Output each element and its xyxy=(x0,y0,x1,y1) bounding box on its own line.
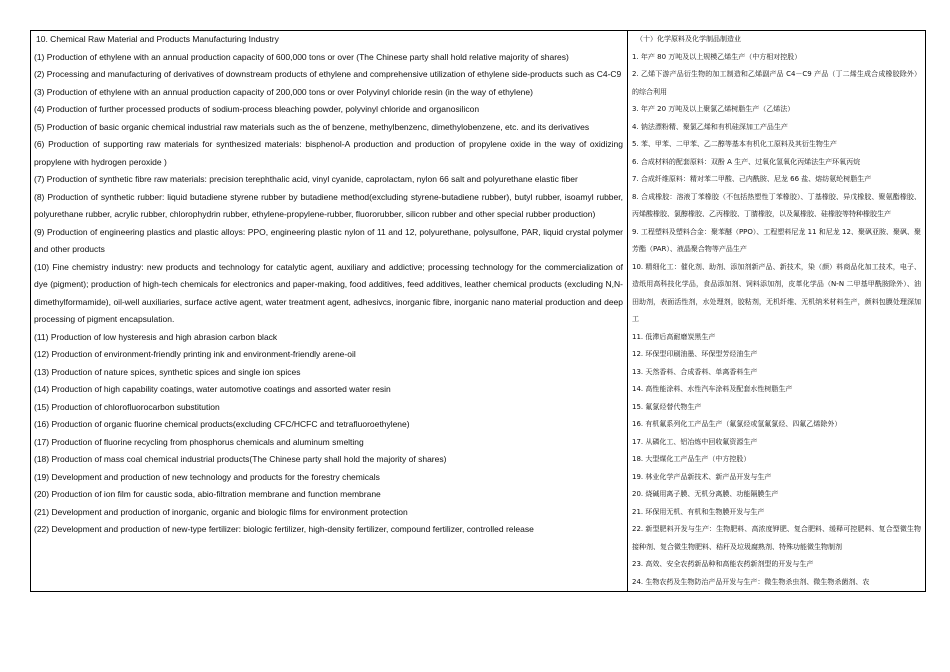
english-item: (22) Development and production of new-type fertilizer: biologic fertilizer, high-density fertilizer, compound fertilizer, controlled release xyxy=(34,524,534,534)
chinese-item: 15. 氟氯烃替代物生产 xyxy=(632,402,702,411)
chinese-item: 8. 合成橡胶：溶液丁苯橡胶（不包括热塑性丁苯橡胶）、丁基橡胶、异戊橡胶、聚氨酯橡胶、丙烯酸橡胶、氯醇橡胶、乙丙橡胶、丁腈橡胶，以及氟橡胶、硅橡胶等特种橡胶生产 xyxy=(632,192,921,218)
chinese-item: 9. 工程塑料及塑料合金：聚苯醚（PPO）、工程塑料尼龙 11 和尼龙 12、聚砜亚胺、聚砜、聚芳酯（PAR）、液晶聚合物等产品生产 xyxy=(632,227,921,253)
chinese-item: 3. 年产 20 万吨及以上聚氯乙烯树脂生产（乙烯法） xyxy=(632,105,795,113)
chinese-item: 18. 大型煤化工产品生产（中方控股） xyxy=(632,455,751,463)
english-item: (6) Production of supporting raw materials for synthesized materials: bisphenol-A production and production of propylene oxide in the way of oxidizing propylene with hydrogen peroxide ) xyxy=(34,139,623,167)
english-section-heading: 10. Chemical Raw Material and Products Manufacturing Industry xyxy=(36,34,279,44)
chinese-item: 19. 林业化学产品新技术、新产品开发与生产 xyxy=(632,472,772,481)
chinese-column xyxy=(628,31,926,591)
chinese-item: 5. 苯、甲苯、二甲苯、乙二醇等基本有机化工原料及其衍生物生产 xyxy=(632,140,837,148)
english-item: (4) Production of further processed products of sodium-process bleaching powder, polyvinyl chloride and organosilicon xyxy=(34,104,480,114)
chinese-item: 10. 精细化工：催化剂、助剂、添加剂新产品、新技术，染（颜）料商品化加工技术，电子、造纸用高科技化学品，食品添加剂、饲料添加剂，皮革化学品（N-N 二甲基甲酰胺除外）、油田助剂，表面活性剂，水处理剂，胶粘剂，无机纤维、无机纳米材料生产，颜料包膜处理深加工 xyxy=(632,262,921,323)
chinese-item: 16. 有机氟系列化工产品生产（氟氯烃或氢氟氯烃、四氟乙烯除外） xyxy=(632,420,842,428)
english-item: (11) Production of low hysteresis and high abrasion carbon black xyxy=(34,331,278,342)
english-item: (2) Processing and manufacturing of derivatives of downstream products of ethylene and comprehensive utilization of ethylene side-products such as C4-C9 xyxy=(34,69,622,79)
english-column xyxy=(30,31,628,591)
chinese-item: 23. 高效、安全农药新品种和高能农药新剂型的开发与生产 xyxy=(632,560,814,568)
chinese-item: 1. 年产 80 万吨及以上规模乙烯生产（中方相对控股） xyxy=(632,52,802,61)
english-item: (12) Production of environment-friendly printing ink and environment-friendly arene-oil xyxy=(34,349,356,359)
chinese-item: 17. 从磷化工、铝冶炼中回收氟资源生产 xyxy=(632,437,758,446)
chinese-item: 20. 烧碱用离子膜、无机分离膜、功能隔膜生产 xyxy=(632,490,779,498)
english-item: (3) Production of ethylene with an annual production capacity of 200,000 tons or over Polyvinyl chloride resin (in the way of ethylene) xyxy=(34,86,533,97)
english-item: (17) Production of fluorine recycling from phosphorus chemicals and aluminum smelting xyxy=(34,436,364,447)
chinese-item: 21. 环保用无机、有机和生物膜开发与生产 xyxy=(632,507,765,516)
english-item: (20) Production of ion film for caustic soda, abio-filtration membrane and function membrane xyxy=(34,489,381,499)
english-item: (21) Development and production of inorganic, organic and biologic films for environment protection xyxy=(34,506,408,517)
chinese-item: 4. 钠法漂粉精、聚氯乙烯和有机硅深加工产品生产 xyxy=(632,122,788,131)
english-item: (16) Production of organic fluorine chemical products(excluding CFC/HCFC and tetrafluoroethylene) xyxy=(34,419,410,429)
chinese-section-heading: （十）化学原料及化学制品制造业 xyxy=(636,35,741,43)
chinese-item: 6. 合成材料的配套原料：双酚 A 生产、过氧化氢氧化丙烯法生产环氧丙烷 xyxy=(632,157,861,166)
chinese-item: 24. 生物农药及生物防治产品开发与生产：微生物杀虫剂、微生物杀菌剂、农 xyxy=(632,577,870,586)
english-item: (13) Production of nature spices, synthetic spices and single ion spices xyxy=(34,366,301,377)
chinese-item: 2. 乙烯下游产品衍生物的加工制造和乙烯副产品 C4－C9 产品（丁二烯生成合成橡胶除外）的综合利用 xyxy=(632,70,921,96)
english-item: (10) Fine chemistry industry: new products and technology for catalytic agent, auxiliary and addictive; processing technology for the commercialization of dye (pigment); production of high-tech chemicals for electronics and paper-making, food additives, feed additives, leather chemical products (excluding N,N-dimethylformamide), oil-well auxiliaries, surface active agent, water treatment agent, adhesivcs, inorganic fibre, inorganic nano material production and deep processing of pigment encapsulation. xyxy=(34,261,623,324)
bilingual-catalogue-table xyxy=(30,30,926,592)
chinese-item: 12. 环保型印刷油墨、环保型芳烃油生产 xyxy=(632,350,758,358)
english-item: (18) Production of mass coal chemical industrial products(The Chinese party shall hold the majority of shares) xyxy=(34,454,447,464)
english-item: (9) Production of engineering plastics and plastic alloys: PPO, engineering plastic nylon of 11 and 12, polyurethane, polysulfone, PAR, liquid crystal polymer and other products xyxy=(34,226,623,254)
chinese-item: 11. 低滞后高耐磨炭黑生产 xyxy=(632,332,716,341)
english-item: (15) Production of chlorofluorocarbon substitution xyxy=(34,401,220,412)
english-item: (5) Production of basic organic chemical industrial raw materials such as the of benzene, methylbenzenc, dimethylobenzene, etc. and its derivatives xyxy=(34,121,590,132)
chinese-item: 7. 合成纤维原料：精对苯二甲酸、己内酰胺、尼龙 66 盐、熔纺氨纶树脂生产 xyxy=(632,175,872,183)
english-item: (14) Production of high capability coatings, water automotive coatings and assorted water resin xyxy=(34,384,391,394)
english-item: (19) Development and production of new technology and products for the forestry chemicals xyxy=(34,471,380,482)
chinese-item: 22. 新型肥料开发与生产：生物肥料、高浓度钾肥、复合肥料、缓释可控肥料、复合型微生物接种剂、复合微生物肥料、秸秆及垃圾腐熟剂、特殊功能微生物制剂 xyxy=(632,525,921,551)
chinese-item: 14. 高性能涂料、水性汽车涂料及配套水性树脂生产 xyxy=(632,385,793,393)
english-item: (8) Production of synthetic rubber: liquid butadiene styrene rubber by butadiene method(excluding styrene-butadiene rubber), butyl rubber, isoamyl rubber, polyurethane rubber, acrylic rubber, chlorophydrin rubber, ethylene-propylene-rubber, fluororubber, silicon rubber and other special rubber production) xyxy=(34,191,623,219)
english-item: (1) Production of ethylene with an annual production capacity of 600,000 tons or over (The Chinese party shall hold relative majority of shares) xyxy=(34,51,569,62)
chinese-item: 13. 天然香料、合成香料、单离香料生产 xyxy=(632,367,758,376)
english-item: (7) Production of synthetic fibre raw materials: precision terephthalic acid, vinyl cyanide, caprolactam, nylon 66 salt and polyurethane elastic fiber xyxy=(34,174,578,184)
